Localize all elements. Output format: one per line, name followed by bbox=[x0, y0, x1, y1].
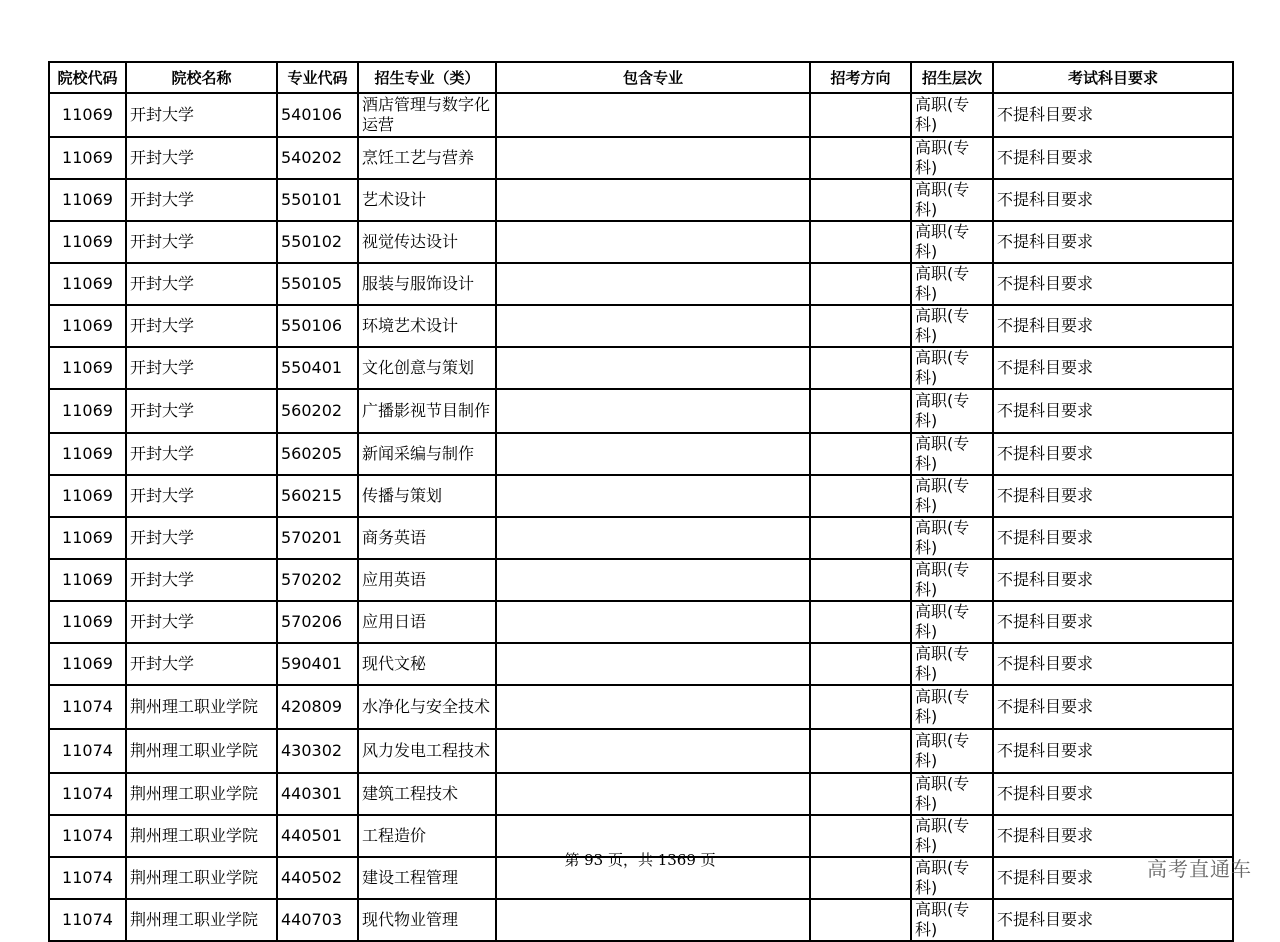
cell-level: 高职(专科) bbox=[911, 685, 993, 729]
cell-school-name: 开封大学 bbox=[126, 347, 277, 389]
cell-subject-requirement: 不提科目要求 bbox=[993, 857, 1233, 899]
cell-level: 高职(专科) bbox=[911, 93, 993, 137]
cell-included-majors bbox=[496, 93, 810, 137]
cell-direction bbox=[810, 475, 911, 517]
table-row bbox=[49, 93, 1233, 137]
cell-level: 高职(专科) bbox=[911, 347, 993, 389]
cell-level: 高职(专科) bbox=[911, 643, 993, 685]
cell-direction bbox=[810, 347, 911, 389]
cell-level: 高职(专科) bbox=[911, 263, 993, 305]
cell-subject-requirement: 不提科目要求 bbox=[993, 601, 1233, 643]
cell-level: 高职(专科) bbox=[911, 475, 993, 517]
cell-level: 高职(专科) bbox=[911, 517, 993, 559]
cell-subject-requirement: 不提科目要求 bbox=[993, 347, 1233, 389]
cell-school-name: 开封大学 bbox=[126, 433, 277, 475]
cell-subject-requirement: 不提科目要求 bbox=[993, 475, 1233, 517]
header-school-name: 院校名称 bbox=[126, 62, 277, 93]
table-row bbox=[49, 475, 1233, 517]
table-row bbox=[49, 305, 1233, 347]
cell-included-majors bbox=[496, 179, 810, 221]
header-major-code: 专业代码 bbox=[277, 62, 358, 93]
cell-included-majors bbox=[496, 601, 810, 643]
table-row bbox=[49, 517, 1233, 559]
cell-level: 高职(专科) bbox=[911, 773, 993, 815]
cell-direction bbox=[810, 93, 911, 137]
cell-major-code: 560205 bbox=[277, 433, 358, 475]
cell-included-majors bbox=[496, 773, 810, 815]
cell-major: 现代物业管理 bbox=[358, 899, 496, 941]
cell-subject-requirement: 不提科目要求 bbox=[993, 729, 1233, 773]
cell-subject-requirement: 不提科目要求 bbox=[993, 389, 1233, 433]
cell-school-name: 荆州理工职业学院 bbox=[126, 729, 277, 773]
cell-major-code: 540202 bbox=[277, 137, 358, 179]
cell-school-code: 11069 bbox=[49, 389, 126, 433]
table-row bbox=[49, 559, 1233, 601]
cell-school-code: 11069 bbox=[49, 433, 126, 475]
table-row bbox=[49, 347, 1233, 389]
cell-school-name: 荆州理工职业学院 bbox=[126, 815, 277, 857]
cell-included-majors bbox=[496, 433, 810, 475]
cell-direction bbox=[810, 137, 911, 179]
cell-included-majors bbox=[496, 263, 810, 305]
watermark-logo-text: 高考直通车 bbox=[1147, 857, 1252, 881]
cell-level: 高职(专科) bbox=[911, 601, 993, 643]
cell-school-name: 开封大学 bbox=[126, 305, 277, 347]
cell-school-name: 荆州理工职业学院 bbox=[126, 857, 277, 899]
cell-school-name: 荆州理工职业学院 bbox=[126, 773, 277, 815]
cell-subject-requirement: 不提科目要求 bbox=[993, 899, 1233, 941]
cell-included-majors bbox=[496, 221, 810, 263]
cell-school-name: 开封大学 bbox=[126, 643, 277, 685]
table-row bbox=[49, 899, 1233, 941]
cell-school-code: 11069 bbox=[49, 93, 126, 137]
cell-included-majors bbox=[496, 347, 810, 389]
cell-direction bbox=[810, 305, 911, 347]
cell-school-code: 11069 bbox=[49, 601, 126, 643]
cell-major: 艺术设计 bbox=[358, 179, 496, 221]
cell-major-code: 570202 bbox=[277, 559, 358, 601]
cell-school-name: 荆州理工职业学院 bbox=[126, 899, 277, 941]
cell-major-code: 570201 bbox=[277, 517, 358, 559]
table-row bbox=[49, 643, 1233, 685]
cell-school-name: 开封大学 bbox=[126, 137, 277, 179]
cell-subject-requirement: 不提科目要求 bbox=[993, 305, 1233, 347]
cell-subject-requirement: 不提科目要求 bbox=[993, 263, 1233, 305]
cell-direction bbox=[810, 559, 911, 601]
cell-school-code: 11069 bbox=[49, 263, 126, 305]
cell-direction bbox=[810, 221, 911, 263]
cell-level: 高职(专科) bbox=[911, 179, 993, 221]
cell-major: 商务英语 bbox=[358, 517, 496, 559]
cell-subject-requirement: 不提科目要求 bbox=[993, 517, 1233, 559]
cell-school-code: 11069 bbox=[49, 179, 126, 221]
cell-direction bbox=[810, 389, 911, 433]
cell-direction bbox=[810, 433, 911, 475]
cell-school-name: 开封大学 bbox=[126, 263, 277, 305]
cell-major: 应用日语 bbox=[358, 601, 496, 643]
cell-major: 烹饪工艺与营养 bbox=[358, 137, 496, 179]
cell-direction bbox=[810, 263, 911, 305]
cell-school-name: 开封大学 bbox=[126, 389, 277, 433]
cell-included-majors bbox=[496, 559, 810, 601]
cell-subject-requirement: 不提科目要求 bbox=[993, 815, 1233, 857]
table-row bbox=[49, 263, 1233, 305]
cell-major-code: 570206 bbox=[277, 601, 358, 643]
cell-school-code: 11069 bbox=[49, 643, 126, 685]
cell-level: 高职(专科) bbox=[911, 815, 993, 857]
cell-major: 新闻采编与制作 bbox=[358, 433, 496, 475]
admissions-table bbox=[48, 61, 1234, 942]
cell-school-code: 11069 bbox=[49, 475, 126, 517]
cell-level: 高职(专科) bbox=[911, 221, 993, 263]
cell-major: 服装与服饰设计 bbox=[358, 263, 496, 305]
cell-major: 建筑工程技术 bbox=[358, 773, 496, 815]
cell-level: 高职(专科) bbox=[911, 433, 993, 475]
cell-major: 水净化与安全技术 bbox=[358, 685, 496, 729]
header-row bbox=[49, 62, 1233, 93]
cell-subject-requirement: 不提科目要求 bbox=[993, 93, 1233, 137]
cell-major-code: 440703 bbox=[277, 899, 358, 941]
cell-major: 风力发电工程技术 bbox=[358, 729, 496, 773]
table-body bbox=[49, 93, 1233, 941]
cell-included-majors bbox=[496, 643, 810, 685]
cell-school-code: 11074 bbox=[49, 729, 126, 773]
header-major: 招生专业（类） bbox=[358, 62, 496, 93]
cell-subject-requirement: 不提科目要求 bbox=[993, 643, 1233, 685]
cell-subject-requirement: 不提科目要求 bbox=[993, 179, 1233, 221]
cell-major: 应用英语 bbox=[358, 559, 496, 601]
cell-major: 酒店管理与数字化运营 bbox=[358, 93, 496, 137]
cell-school-name: 开封大学 bbox=[126, 559, 277, 601]
table-row bbox=[49, 773, 1233, 815]
cell-level: 高职(专科) bbox=[911, 389, 993, 433]
cell-school-name: 开封大学 bbox=[126, 221, 277, 263]
cell-major-code: 440502 bbox=[277, 857, 358, 899]
cell-level: 高职(专科) bbox=[911, 559, 993, 601]
cell-included-majors bbox=[496, 729, 810, 773]
cell-major-code: 550101 bbox=[277, 179, 358, 221]
cell-included-majors bbox=[496, 305, 810, 347]
cell-school-code: 11074 bbox=[49, 815, 126, 857]
cell-included-majors bbox=[496, 685, 810, 729]
table-row bbox=[49, 601, 1233, 643]
cell-direction bbox=[810, 773, 911, 815]
cell-subject-requirement: 不提科目要求 bbox=[993, 685, 1233, 729]
cell-level: 高职(专科) bbox=[911, 857, 993, 899]
table-row bbox=[49, 685, 1233, 729]
table-row bbox=[49, 389, 1233, 433]
cell-school-code: 11069 bbox=[49, 347, 126, 389]
header-direction: 招考方向 bbox=[810, 62, 911, 93]
cell-major: 视觉传达设计 bbox=[358, 221, 496, 263]
cell-included-majors bbox=[496, 899, 810, 941]
cell-subject-requirement: 不提科目要求 bbox=[993, 773, 1233, 815]
cell-direction bbox=[810, 179, 911, 221]
cell-major-code: 560215 bbox=[277, 475, 358, 517]
cell-school-name: 开封大学 bbox=[126, 179, 277, 221]
header-level: 招生层次 bbox=[911, 62, 993, 93]
cell-major: 文化创意与策划 bbox=[358, 347, 496, 389]
cell-major: 建设工程管理 bbox=[358, 857, 496, 899]
cell-included-majors bbox=[496, 475, 810, 517]
table-row bbox=[49, 137, 1233, 179]
cell-major-code: 440501 bbox=[277, 815, 358, 857]
page-number: 第 93 页，共 1369 页 bbox=[564, 851, 716, 869]
table-row bbox=[49, 433, 1233, 475]
table-row bbox=[49, 729, 1233, 773]
cell-included-majors bbox=[496, 137, 810, 179]
header-school-code: 院校代码 bbox=[49, 62, 126, 93]
cell-school-code: 11069 bbox=[49, 517, 126, 559]
cell-school-code: 11074 bbox=[49, 899, 126, 941]
cell-major-code: 590401 bbox=[277, 643, 358, 685]
cell-major-code: 550106 bbox=[277, 305, 358, 347]
cell-school-code: 11069 bbox=[49, 221, 126, 263]
cell-major-code: 550401 bbox=[277, 347, 358, 389]
cell-major: 传播与策划 bbox=[358, 475, 496, 517]
cell-subject-requirement: 不提科目要求 bbox=[993, 559, 1233, 601]
cell-major-code: 440301 bbox=[277, 773, 358, 815]
cell-direction bbox=[810, 643, 911, 685]
cell-major: 广播影视节目制作 bbox=[358, 389, 496, 433]
cell-level: 高职(专科) bbox=[911, 729, 993, 773]
cell-direction bbox=[810, 729, 911, 773]
cell-school-name: 开封大学 bbox=[126, 517, 277, 559]
cell-direction bbox=[810, 899, 911, 941]
cell-major-code: 550102 bbox=[277, 221, 358, 263]
cell-school-code: 11074 bbox=[49, 773, 126, 815]
cell-included-majors bbox=[496, 389, 810, 433]
cell-major-code: 540106 bbox=[277, 93, 358, 137]
cell-major-code: 430302 bbox=[277, 729, 358, 773]
cell-major: 现代文秘 bbox=[358, 643, 496, 685]
cell-major: 环境艺术设计 bbox=[358, 305, 496, 347]
cell-level: 高职(专科) bbox=[911, 305, 993, 347]
cell-major: 工程造价 bbox=[358, 815, 496, 857]
cell-level: 高职(专科) bbox=[911, 899, 993, 941]
cell-school-code: 11074 bbox=[49, 857, 126, 899]
table-row bbox=[49, 221, 1233, 263]
cell-major-code: 420809 bbox=[277, 685, 358, 729]
cell-school-name: 开封大学 bbox=[126, 475, 277, 517]
cell-level: 高职(专科) bbox=[911, 137, 993, 179]
cell-school-code: 11069 bbox=[49, 559, 126, 601]
cell-included-majors bbox=[496, 517, 810, 559]
cell-direction bbox=[810, 685, 911, 729]
cell-subject-requirement: 不提科目要求 bbox=[993, 221, 1233, 263]
cell-major-code: 550105 bbox=[277, 263, 358, 305]
cell-major-code: 560202 bbox=[277, 389, 358, 433]
cell-subject-requirement: 不提科目要求 bbox=[993, 137, 1233, 179]
header-included-majors: 包含专业 bbox=[496, 62, 810, 93]
header-subject-requirement: 考试科目要求 bbox=[993, 62, 1233, 93]
table-row bbox=[49, 179, 1233, 221]
cell-school-code: 11069 bbox=[49, 137, 126, 179]
cell-school-name: 开封大学 bbox=[126, 93, 277, 137]
cell-school-code: 11069 bbox=[49, 305, 126, 347]
cell-direction bbox=[810, 517, 911, 559]
cell-school-code: 11074 bbox=[49, 685, 126, 729]
cell-school-name: 开封大学 bbox=[126, 601, 277, 643]
cell-school-name: 荆州理工职业学院 bbox=[126, 685, 277, 729]
cell-direction bbox=[810, 601, 911, 643]
cell-subject-requirement: 不提科目要求 bbox=[993, 433, 1233, 475]
